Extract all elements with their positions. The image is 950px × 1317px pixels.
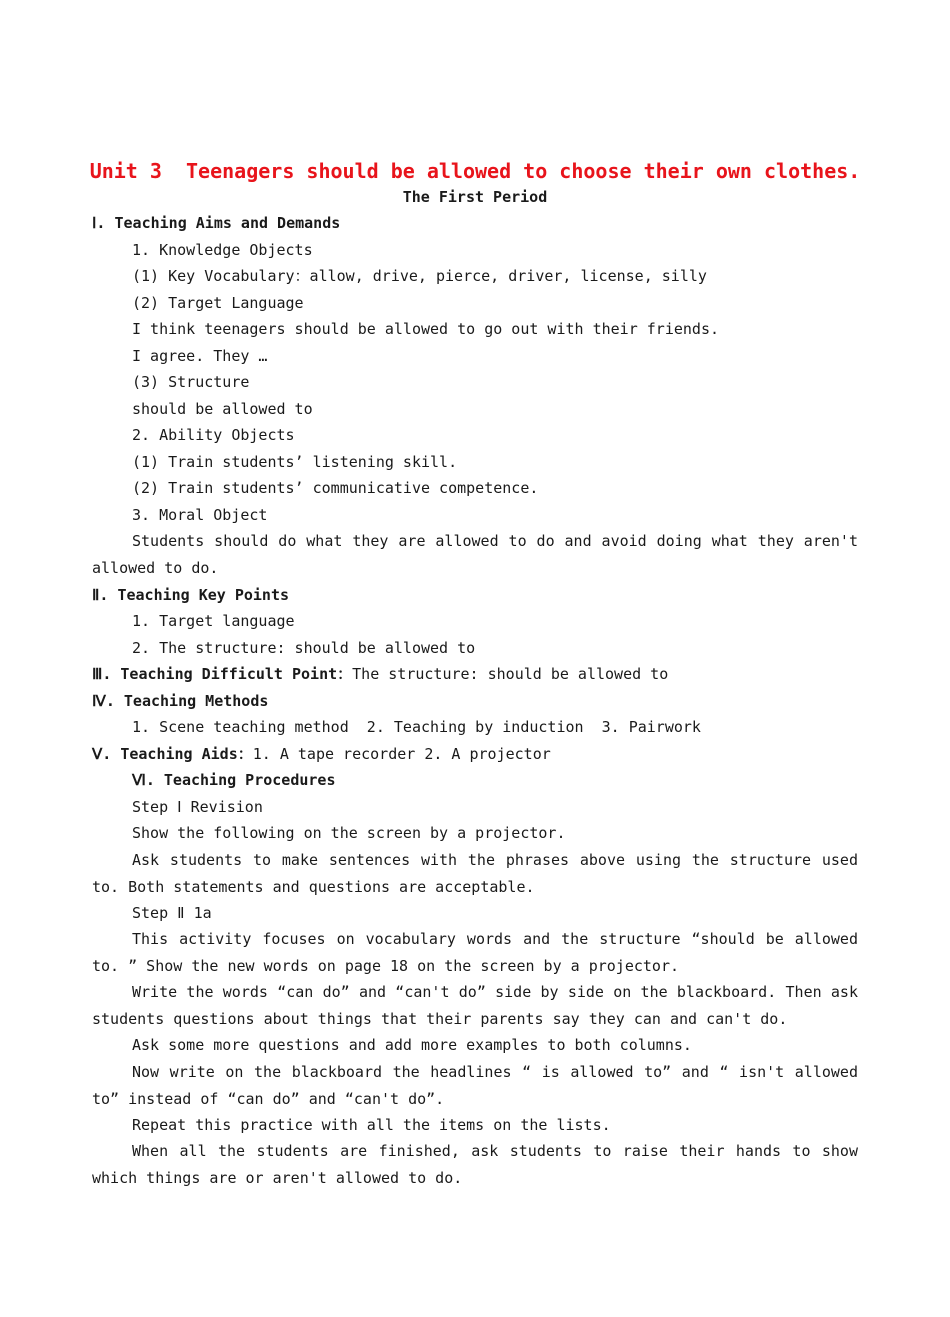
section-5-text: 1. A tape recorder 2. A projector [252, 745, 551, 763]
key-vocabulary: (1) Key Vocabulary：allow, drive, pierce, driver, license, silly [132, 267, 707, 285]
document-title: Unit 3 Teenagers should be allowed to choose their own clothes. [89, 159, 861, 183]
section-3-heading: Ⅲ. Teaching Difficult Point： [92, 665, 353, 683]
example-sentence-1: I think teenagers should be allowed to go out with their friends. [132, 320, 719, 338]
section-1-heading: Ⅰ. Teaching Aims and Demands [92, 214, 341, 232]
key-point-2: 2. The structure: should be allowed to [132, 639, 476, 657]
moral-object-text: Students should do what they are allowed to do and avoid doing what they aren't allowed to do. [92, 532, 858, 577]
ability-item-1: (1) Train students’ listening skill. [132, 453, 458, 471]
step-1-title: Step Ⅰ Revision [132, 798, 263, 816]
section-5-heading: Ⅴ. Teaching Aids： [92, 745, 253, 763]
ability-objects: 2. Ability Objects [132, 426, 295, 444]
step-2-paragraph-1: This activity focuses on vocabulary words and the structure “should be allowed to. ” Show the new words on page 18 on the screen by a projector. [92, 930, 858, 975]
ability-item-2: (2) Train students’ communicative competence. [132, 479, 539, 497]
step-2-paragraph-6: When all the students are finished, ask students to raise their hands to show which things are or aren't allowed to do. [92, 1142, 858, 1187]
section-3-text: The structure: should be allowed to [352, 665, 669, 683]
section-6-heading: Ⅵ. Teaching Procedures [132, 771, 336, 789]
structure-text: should be allowed to [132, 400, 313, 418]
step-2-paragraph-2: Write the words “can do” and “can't do” side by side on the blackboard. Then ask students questions about things that their parents say they can and can't do. [92, 983, 858, 1028]
step-1-text: Show the following on the screen by a projector. [132, 824, 566, 842]
section-5 [92, 743, 551, 765]
section-2-heading: Ⅱ. Teaching Key Points [92, 586, 290, 604]
teaching-methods-list: 1. Scene teaching method 2. Teaching by induction 3. Pairwork [132, 718, 701, 736]
step-2-paragraph-4: Now write on the blackboard the headlines “ is allowed to” and “ isn't allowed to” instead of “can do” and “can't do”. [92, 1063, 858, 1108]
section-4-heading: Ⅳ. Teaching Methods [92, 692, 269, 710]
knowledge-objects: 1. Knowledge Objects [132, 241, 313, 259]
step-2-paragraph-3: Ask some more questions and add more examples to both columns. [132, 1036, 692, 1054]
step-1-paragraph: Ask students to make sentences with the phrases above using the structure used to. Both statements and questions are acceptable. [92, 851, 858, 896]
step-2-title: Step Ⅱ 1a [132, 904, 212, 922]
target-language-label: (2) Target Language [132, 294, 304, 312]
key-point-1: 1. Target language [132, 612, 295, 630]
step-2-paragraph-5: Repeat this practice with all the items on the lists. [132, 1116, 611, 1134]
section-3 [92, 663, 668, 685]
example-sentence-2: I agree. They … [132, 347, 268, 365]
moral-object: 3. Moral Object [132, 506, 268, 524]
document-subtitle: The First Period [402, 188, 548, 206]
structure-label: (3) Structure [132, 373, 250, 391]
